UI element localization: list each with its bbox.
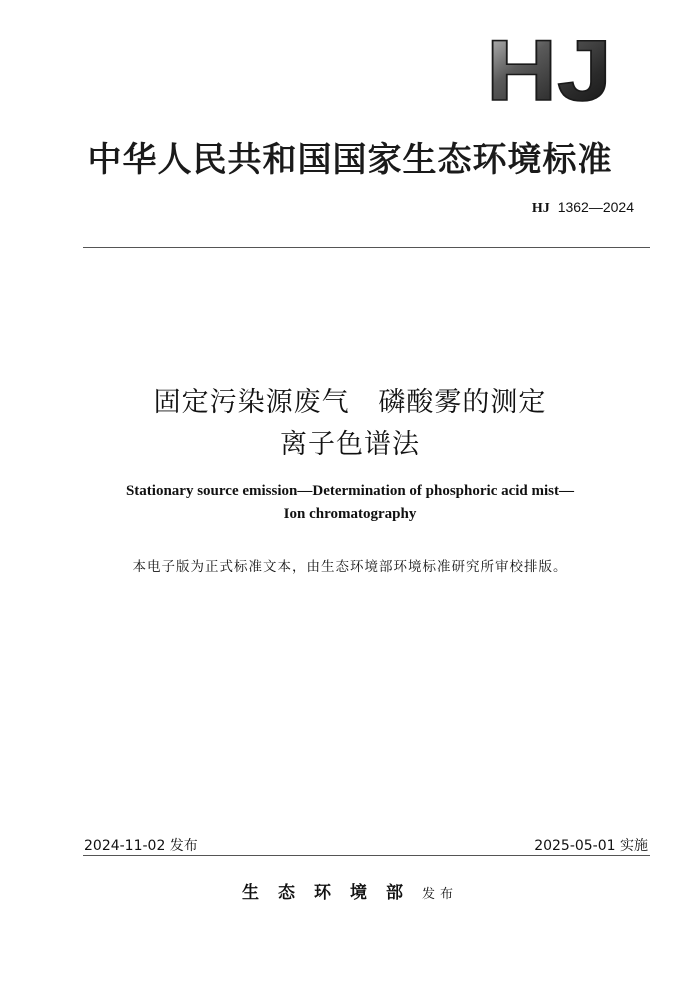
publisher-name: 生态环境部 xyxy=(241,883,422,903)
title-en-line2: Ion chromatography xyxy=(283,506,417,522)
publisher-line xyxy=(0,878,700,903)
standard-code-number: 1362—2024 xyxy=(557,199,634,215)
title-zh-line1: 固定污染源废气 磷酸雾的测定 xyxy=(153,387,547,418)
title-en-line1: Stationary source emission—Determination of phosphoric acid mist— xyxy=(125,483,575,499)
edition-note: 本电子版为正式标准文本，由生态环境部环境标准研究所审校排版。 xyxy=(132,559,568,575)
implementation-date: 2025-05-01 实施 xyxy=(534,838,648,854)
standard-code xyxy=(532,199,634,217)
title-zh-line2: 离子色谱法 xyxy=(280,429,420,460)
standard-code-prefix: HJ xyxy=(531,201,550,216)
hj-logo-text: HJ xyxy=(486,30,612,104)
issue-date: 2024-11-02 发布 xyxy=(84,838,198,854)
footer-divider xyxy=(83,855,650,856)
header-divider xyxy=(83,247,650,248)
organization-title: 中华人民共和国国家生态环境标准 xyxy=(87,140,613,180)
hj-logo xyxy=(484,30,614,104)
publish-verb: 发布 xyxy=(421,887,458,902)
